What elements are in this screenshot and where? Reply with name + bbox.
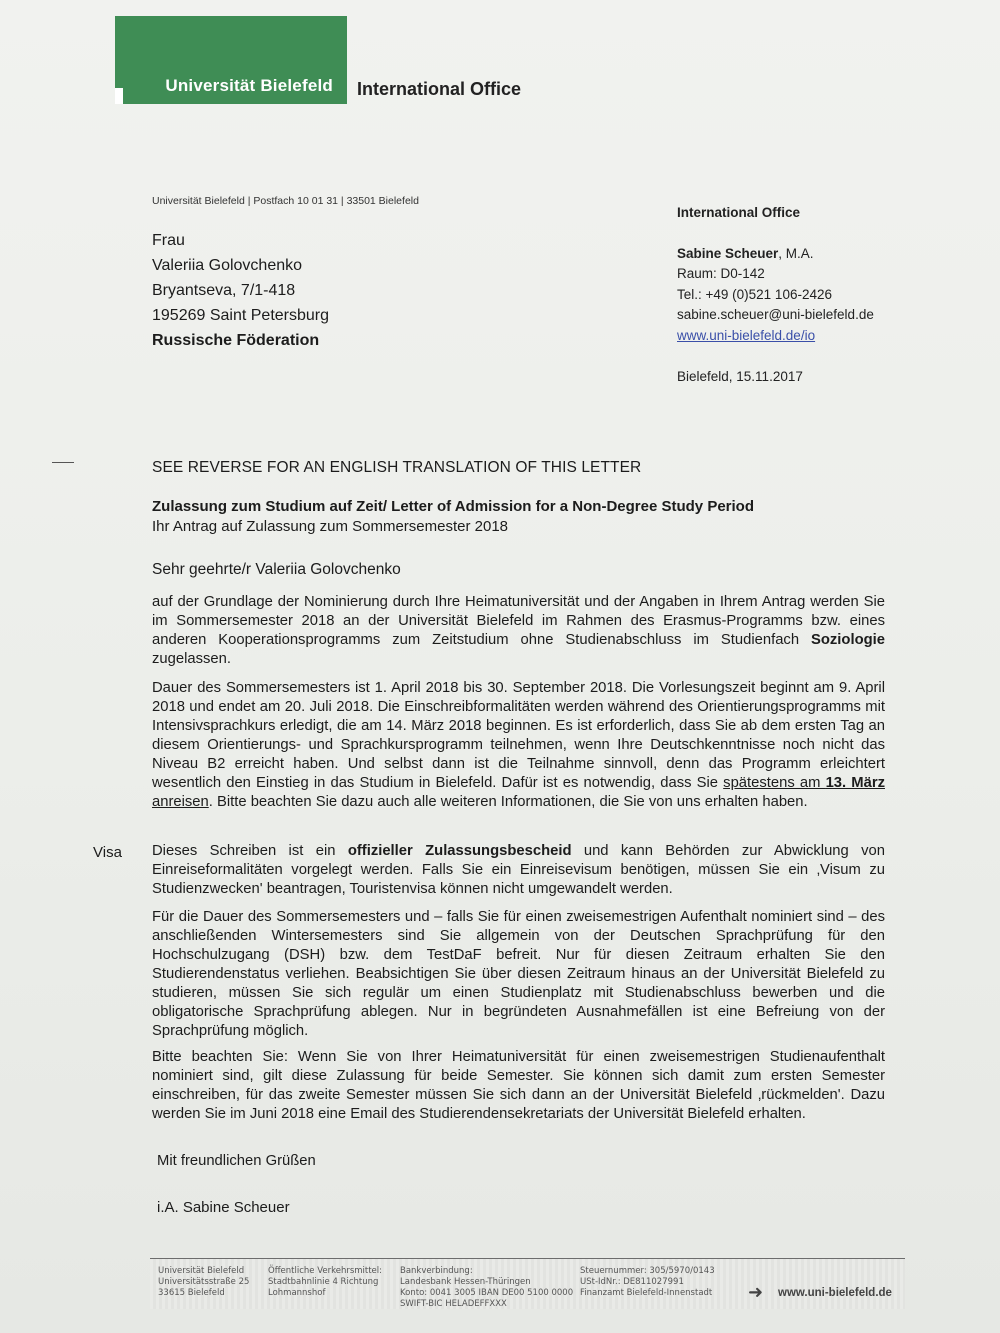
deadline-date: 13. März: [825, 775, 885, 791]
recipient-address: [152, 228, 329, 353]
contact-phone: Tel.: +49 (0)521 106-2426: [677, 286, 832, 302]
recipient-name: Valeriia Golovchenko: [152, 257, 303, 274]
paragraph-semester-dates: [152, 679, 885, 812]
deadline-text: anreisen: [152, 794, 209, 810]
contact-website-link[interactable]: www.uni-bielefeld.de/io: [677, 327, 816, 343]
letter-date: Bielefeld, 15.11.2017: [677, 369, 803, 384]
translation-notice: SEE REVERSE FOR AN ENGLISH TRANSLATION OF THIS LETTER: [152, 459, 642, 476]
letter-footer: [150, 1258, 905, 1309]
paragraph-two-semester: Bitte beachten Sie: Wenn Sie von Ihrer Heimatuniversität für einen zweisemestrigen Studienaufenthalt nominiert sind, gilt diese Zulassung für beide Semester. Sie können sich damit zum ersten Semester einschreiben, für das zweite Semester müssen Sie sich dann an der Universität Bielefeld ‚rückmelden'. Dazu werden Sie im Juni 2018 eine Email des Studierendensekretariats der Universität Bielefeld erhalten.: [152, 1049, 885, 1122]
recipient-salutation: Frau: [152, 232, 185, 249]
paragraph-text: Dauer des Sommersemesters ist 1. April 2018 bis 30. September 2018. Die Vorlesungszeit beginnt am 9. April 2018 und endet am 20. Juli 2018. Die Einschreibformalitäten werden während des Orientierungsprogramms mit Intensivsprachkurs erledigt, die am 14. März 2018 beginnen. Es ist erforderlich, dass Sie ab dem ersten Tag an diesem Orientierungs- und Sprachkursprogramm teilnehmen, wenn Ihre Deutschkenntnisse noch nicht das Niveau B2 erreicht haben. Und selbst dann ist die Teilnahme sinnvoll, denn das Programm erleichtert wesentlich den Einstieg in das Studium in Bielefeld. Dafür ist es notwendig, dass Sie: [152, 680, 885, 791]
arrow-right-icon: ➜: [748, 1282, 764, 1302]
study-subject: Soziologie: [811, 632, 885, 648]
contact-room: Raum: D0-142: [677, 266, 765, 281]
visa-margin-label: Visa: [93, 844, 122, 861]
footer-bank: Bankverbindung: Landesbank Hessen-Thüringen Konto: 0041 3005 IBAN DE00 5100 0000 SWIFT-BIC HELADEFFXXX: [400, 1266, 574, 1309]
deadline-text: spätestens am: [723, 775, 826, 791]
logo-notch: [115, 88, 123, 104]
paragraph-language-exemption: Für die Dauer des Sommersemesters und – falls Sie für einen zweisemestrigen Aufenthalt nominiert sind – des anschließenden Wintersemesters sind Sie allgemein von der Deutschen Sprachprüfung für den Hochschulzugang (DSH) bzw. dem TestDaF befreit. Nur für diesen Zeitraum erhalten Sie den Studierendenstatus verliehen. Beabsichtigen Sie über diesen Zeitraum hinaus an der Universität Bielefeld zu studieren, müssen Sie sich regulär um einen Studienplatz mit Studienabschluss bewerben und die obligatorische Sprachprüfung ablegen. Nur in begründeten Ausnahmefällen ist eine Befreiung von der Sprachprüfung möglich.: [152, 909, 885, 1039]
footer-transport: Öffentliche Verkehrsmittel: Stadtbahnlinie 4 Richtung Lohmannshof: [268, 1266, 383, 1298]
contact-office: International Office: [677, 205, 801, 220]
logo-text: Universität Bielefeld: [165, 76, 333, 95]
footer-tax: Steuernummer: 305/5970/0143 USt-IdNr.: DE811027991 Finanzamt Bielefeld-Innenstadt: [580, 1266, 715, 1298]
footer-address: Universität Bielefeld Universitätsstraße 25 33615 Bielefeld: [158, 1266, 250, 1298]
subject-subline: Ihr Antrag auf Zulassung zum Sommersemester 2018: [152, 518, 509, 535]
sender-return-address: Universität Bielefeld | Postfach 10 01 31 | 33501 Bielefeld: [152, 195, 419, 207]
paragraph-visa: [152, 842, 885, 899]
recipient-city: 195269 Saint Petersburg: [152, 307, 330, 324]
paragraph-text: zugelassen.: [152, 651, 231, 667]
contact-block: [677, 203, 874, 388]
subject-line: Zulassung zum Studium auf Zeit/ Letter of Admission for a Non-Degree Study Period: [152, 498, 754, 515]
recipient-street: Bryantseva, 7/1-418: [152, 282, 296, 299]
contact-person: [677, 244, 874, 265]
recipient-country: Russische Föderation: [152, 332, 320, 349]
paragraph-text: auf der Grundlage der Nominierung durch Ihre Heimatuniversität und der Angaben in Ihrem Antrag werden Sie im Sommersemester 2018 an der Universität Bielefeld im Rahmen des Erasmus-Programms bzw. eines anderen Kooperationsprogramms zum Zeitstudium ohne Studienabschluss im Studienfach: [152, 594, 885, 648]
signature: i.A. Sabine Scheuer: [157, 1199, 290, 1216]
contact-title: , M.A.: [778, 245, 814, 261]
footer-website[interactable]: www.uni-bielefeld.de: [778, 1287, 892, 1299]
greeting: Sehr geehrte/r Valeriia Golovchenko: [152, 561, 401, 578]
university-logo: [115, 16, 347, 104]
fold-mark: [52, 462, 74, 463]
official-notice: offizieller Zulassungsbescheid: [347, 843, 572, 859]
contact-name: Sabine Scheuer: [677, 245, 779, 261]
closing-phrase: Mit freundlichen Grüßen: [157, 1153, 316, 1169]
paragraph-admission: [152, 593, 885, 669]
contact-email: sabine.scheuer@uni-bielefeld.de: [677, 307, 874, 322]
letterhead-office-title: International Office: [357, 79, 522, 99]
paragraph-text: und kann Behörden zur Abwicklung von Einreiseformalitäten vorgelegt werden. Falls Sie ein Einreisevisum benötigen, müssen Sie ein ‚Visum zu Studienzwecken' beantragen, Touristenvisa können nicht umgewandelt werden.: [152, 843, 885, 897]
paragraph-text: Dieses Schreiben ist ein: [152, 843, 348, 859]
paragraph-text: . Bitte beachten Sie dazu auch alle weiteren Informationen, die Sie von uns erhalten haben.: [208, 794, 808, 810]
